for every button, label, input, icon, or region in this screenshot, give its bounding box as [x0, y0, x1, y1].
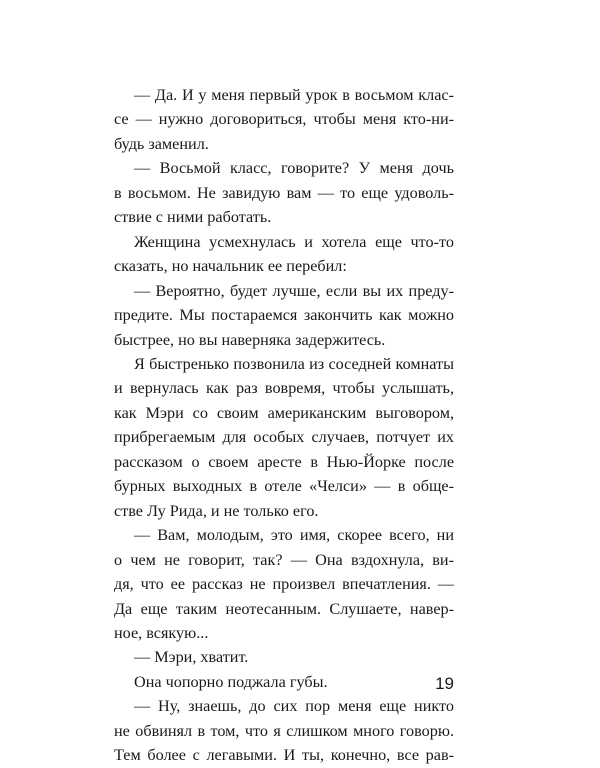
text-line: о чем не говорит, так? — Она вздохнула, ви- [114, 550, 454, 569]
text-line: в восьмом. Не завидую вам — то еще удоволь- [114, 183, 454, 202]
page-number: 19 [435, 674, 454, 693]
text-line: предите. Мы постараемся закончить как можно [114, 306, 454, 325]
text-line: будь заменил. [114, 134, 209, 153]
text-line: — Вам, молодым, это имя, скорее всего, ни [134, 526, 454, 545]
text-line: Она чопорно поджала губы. [134, 672, 328, 691]
text-line: сказать, но начальник ее перебил: [114, 257, 347, 276]
text-line: — Да. И у меня первый урок в восьмом клас- [134, 86, 454, 104]
text-line: Да еще таким неотесанным. Слушаете, навер- [114, 599, 454, 618]
text-line: се — нужно договориться, чтобы меня кто-ни- [114, 110, 454, 129]
text-line: как Мэри со своим американским выговором, [114, 403, 454, 422]
text-line: Женщина усмехнулась и хотела еще что-то [134, 232, 454, 251]
body-text [114, 83, 454, 768]
text-line: стве Лу Рида, и не только его. [114, 501, 319, 520]
text-line: Тем более с легавыми. И ты, конечно, все рав- [114, 746, 454, 765]
text-line: — Мэри, хватит. [134, 648, 249, 667]
text-line: бурных выходных в отеле «Челси» — в обще- [114, 477, 454, 496]
text-line: и вернулась как раз вовремя, чтобы услышать, [114, 379, 454, 398]
text-line: дя, что ее рассказ не произвел впечатления. — [114, 575, 454, 594]
text-line: быстрее, но вы наверняка задержитесь. [114, 330, 386, 349]
text-line: Я быстренько позвонила из соседней комнаты [134, 354, 454, 373]
text-line: — Восьмой класс, говорите? У меня дочь [134, 159, 454, 178]
text-line: — Вероятно, будет лучше, если вы их преду- [134, 281, 454, 300]
text-line: прибрегаемым для особых случаев, потчует их [114, 428, 454, 447]
text-line: — Ну, знаешь, до сих пор меня еще никто [134, 697, 454, 716]
text-line: ное, всякую... [114, 623, 209, 642]
text-line: ствие с ними работать. [114, 208, 272, 227]
text-line: рассказом о своем аресте в Нью-Йорке после [114, 452, 454, 471]
text-line: не обвинял в том, что я слишком много говорю. [114, 721, 454, 740]
